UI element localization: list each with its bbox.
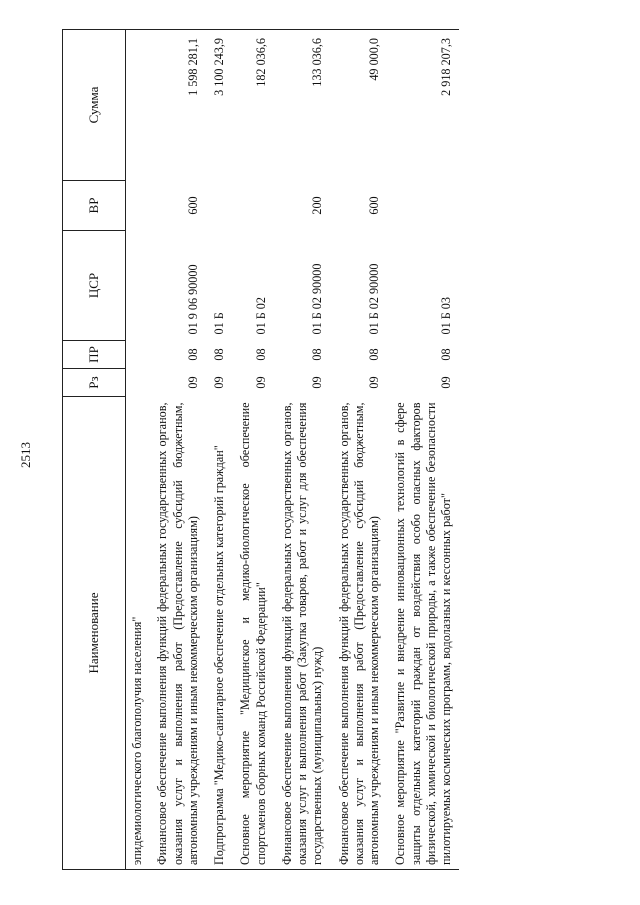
row-rz: 09 [185,376,200,389]
table-row [274,30,331,870]
row-csr: 01 9 06 90000 [185,264,200,335]
row-vr [206,181,232,231]
row-sum: 182 036,6 [232,30,274,181]
table-row [206,30,232,870]
header-name: Наименование [63,397,126,870]
table-row [149,30,206,870]
row-pr: 08 [439,348,453,361]
row-pr: 08 [212,348,226,361]
header-csr: ЦСР [63,231,126,341]
row-rz: 09 [310,376,325,389]
table-row [331,30,388,870]
header-sum: Сумма [63,30,126,181]
row-name: Финансовое обеспечение выполнения функций федеральных государственных органов, оказания услуг и выполнения работ (Предоставление субсидий бюджетным, автономным учреждениям и иным некоммерческим организациям) [331,397,388,870]
row-rz: 09 [212,376,226,389]
row-sum: 2 918 207,3 [387,30,459,181]
table-row [126,30,150,870]
row-csr: 01 Б 02 90000 [310,263,325,335]
row-rz: 09 [439,376,453,389]
row-name: Финансовое обеспечение выполнения функций федеральных государственных органов, оказания услуг и выполнения работ (Предоставление субсидий бюджетным, автономным учреждениям и иным некоммерческим организациям) [149,397,206,870]
budget-table-page [62,30,582,870]
row-pr: 08 [367,348,381,361]
row-rz: 09 [367,376,381,389]
row-pr: 08 [253,348,268,361]
row-name: Основное мероприятие "Развитие и внедрение инновационных технологий в сфере защиты отдельных категорий граждан от воздействия особо опасных факторов физической, химической и биологической природы, а также обеспечение безопасности пилотируемых космических программ, водолазных и кессонных работ" [387,397,459,870]
row-pr: 08 [185,348,200,361]
row-vr: 200 [310,196,325,215]
row-sum: 49 000,0 [331,30,388,181]
row-pr: 08 [310,348,325,361]
row-name: Подпрограмма "Медико-санитарное обеспечение отдельных категорий граждан" [206,397,232,870]
table-header-row [63,30,126,870]
table-row [387,30,459,870]
header-rz: Рз [63,369,126,397]
row-sum: 1 598 281,1 [149,30,206,181]
row-pr [126,341,150,369]
header-pr: ПР [63,341,126,369]
row-vr: 600 [185,196,200,215]
row-sum: 3 100 243,9 [206,30,232,181]
row-rz [126,369,150,397]
row-csr: 01 Б 02 [253,297,268,335]
row-name: Финансовое обеспечение выполнения функций федеральных государственных органов, оказания услуг и выполнения работ (Закупка товаров, работ и услуг для обеспечения государственных (муниципальных) нужд) [274,397,331,870]
row-vr: 600 [367,196,381,215]
row-vr [387,181,459,231]
row-csr [126,231,150,341]
row-rz: 09 [253,376,268,389]
budget-table [62,29,459,870]
row-name: Основное мероприятие "Медицинское и медико-биологическое обеспечение спортсменов сборных команд Российской Федерации" [232,397,274,870]
row-csr: 01 Б 03 [439,297,453,335]
row-vr [126,181,150,231]
header-vr: ВР [63,181,126,231]
row-name: эпидемиологического благополучия населения" [126,397,150,870]
page-number: 2513 [18,442,33,468]
row-vr [232,181,274,231]
row-csr: 01 Б 02 90000 [367,263,381,335]
row-sum [126,30,150,181]
table-row [232,30,274,870]
row-csr: 01 Б [212,312,226,335]
row-sum: 133 036,6 [274,30,331,181]
